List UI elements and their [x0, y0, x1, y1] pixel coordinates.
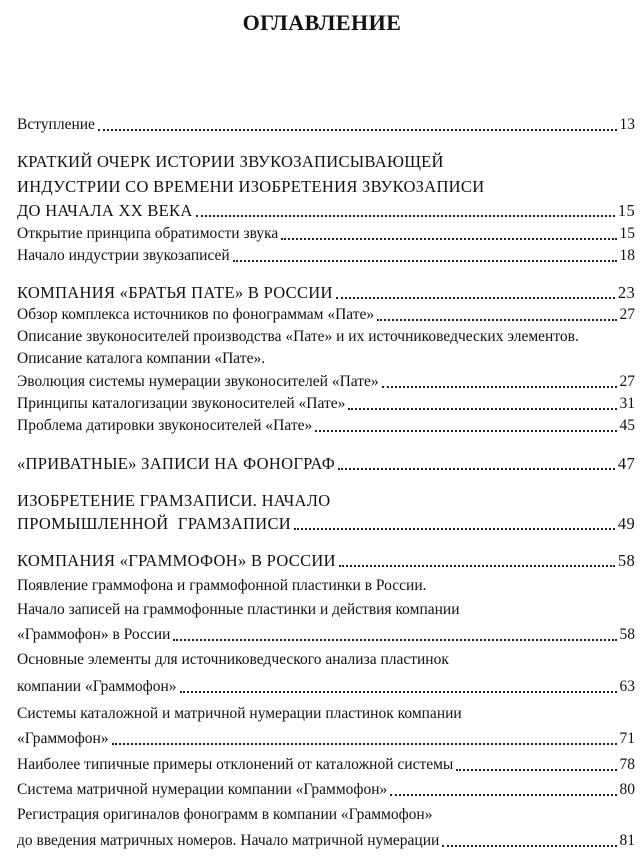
toc-label: Принципы каталогизации звуконосителей «Пате»: [17, 395, 346, 412]
toc-row: [17, 803, 635, 825]
toc-row: [17, 452, 635, 474]
toc-section-label: ДО НАЧАЛА XX ВЕКА: [17, 201, 193, 220]
page-number: 80: [619, 781, 635, 798]
toc-row: [17, 113, 635, 135]
toc-row: [17, 370, 635, 392]
toc-row: [17, 489, 635, 511]
dot-leader: [294, 528, 615, 530]
toc-section-label: «ПРИВАТНЫЕ» ЗАПИСИ НА ФОНОГРАФ: [17, 454, 336, 473]
dot-leader: [442, 845, 616, 847]
toc-label: до введения матричных номеров. Начало матричной нумерации: [17, 832, 440, 849]
toc-label: Наиболее типичные примеры отклонений от каталожной системы: [17, 756, 454, 773]
dot-leader: [315, 430, 616, 432]
toc-section-label: ИНДУСТРИИ СО ВРЕМЕНИ ИЗОБРЕТЕНИЯ ЗВУКОЗАПИСИ: [17, 177, 485, 196]
toc-row: [17, 175, 635, 197]
toc-row: [17, 648, 635, 670]
toc-section-label: КОМПАНИЯ «ГРАММОФОН» В РОССИИ: [17, 551, 336, 570]
page-number: 78: [619, 756, 635, 773]
toc-label: Открытие принципа обратимости звука: [17, 225, 279, 242]
toc-section-label: КОМПАНИЯ «БРАТЬЯ ПАТЕ» В РОССИИ: [17, 283, 333, 302]
page-number: 49: [617, 514, 635, 533]
toc-label: Обзор комплекса источников по фонограммам «Пате»: [17, 306, 375, 323]
page-number: 15: [617, 201, 635, 220]
toc-section-label: КРАТКИЙ ОЧЕРК ИСТОРИИ ЗВУКОЗАПИСЫВАЮЩЕЙ: [17, 152, 444, 171]
dot-leader: [196, 215, 615, 217]
toc-row: [17, 303, 635, 325]
toc-label: Начало записей на граммофонные пластинки и действия компании: [17, 601, 460, 618]
toc-row: [17, 574, 635, 596]
toc-row: [17, 598, 635, 620]
page-number: 81: [619, 832, 635, 849]
toc-row: [17, 778, 635, 800]
toc-label: «Граммофон»: [17, 730, 109, 747]
toc-row: [17, 347, 635, 369]
toc-section-label: ИЗОБРЕТЕНИЕ ГРАМЗАПИСИ. НАЧАЛО: [17, 491, 331, 510]
page-number: 23: [617, 283, 635, 302]
dot-leader: [348, 408, 616, 410]
dot-leader: [112, 743, 617, 745]
toc-label: Регистрация оригиналов фонограмм в компании «Граммофон»: [17, 806, 433, 823]
toc-row: [17, 623, 635, 645]
dot-leader: [377, 319, 616, 321]
dot-leader: [382, 386, 617, 388]
toc-row: [17, 199, 635, 221]
toc-label: Начало индустрии звукозаписей: [17, 247, 230, 264]
toc-label: Системы каталожной и матричной нумерации пластинок компании: [17, 705, 462, 722]
toc-row: [17, 281, 635, 303]
toc-label: Основные элементы для источниковедческого анализа пластинок: [17, 651, 449, 668]
page-number: 15: [619, 225, 635, 242]
toc-label: Эволюция системы нумерации звуконосителей «Пате»: [17, 373, 379, 390]
toc-label: Система матричной нумерации компании «Граммофон»: [17, 781, 388, 798]
dot-leader: [336, 297, 615, 299]
toc-row: [17, 549, 635, 571]
toc-row: [17, 325, 635, 347]
toc-label: Вступление: [17, 116, 95, 133]
page-number: 63: [619, 678, 635, 695]
page-number: 18: [619, 247, 635, 264]
dot-leader: [98, 129, 617, 131]
toc-row: [17, 753, 635, 775]
page-number: 27: [619, 373, 635, 390]
dot-leader: [180, 691, 617, 693]
toc-row: [17, 512, 635, 534]
page-number: 71: [619, 730, 635, 747]
toc-row: [17, 222, 635, 244]
toc-row: [17, 727, 635, 749]
toc-label: компании «Граммофон»: [17, 678, 177, 695]
toc-row: [17, 150, 635, 172]
dot-leader: [456, 769, 616, 771]
toc-label: Описание каталога компании «Пате».: [17, 350, 266, 367]
toc-row: [17, 675, 635, 697]
dot-leader: [339, 565, 615, 567]
dot-leader: [173, 639, 616, 641]
dot-leader: [338, 468, 615, 470]
dot-leader: [233, 260, 617, 262]
toc-label: Описание звуконосителей производства «Пате» и их источниковедческих элементов.: [17, 328, 579, 345]
toc-section-label: ПРОМЫШЛЕННОЙ ГРАМЗАПИСИ: [17, 514, 291, 533]
toc-row: [17, 244, 635, 266]
page-number: 58: [617, 551, 635, 570]
page-number: 27: [619, 306, 635, 323]
toc-row: [17, 829, 635, 851]
page-title: ОГЛАВЛЕНИЕ: [242, 10, 402, 35]
toc-row: [17, 392, 635, 414]
toc-row: [17, 702, 635, 724]
page-number: 45: [619, 417, 635, 434]
page-number: 13: [619, 116, 635, 133]
toc-row: [17, 414, 635, 436]
page-number: 47: [617, 454, 635, 473]
toc-label: Проблема датировки звуконосителей «Пате»: [17, 417, 313, 434]
page-number: 31: [619, 395, 635, 412]
page-number: 58: [619, 626, 635, 643]
dot-leader: [390, 794, 616, 796]
dot-leader: [281, 238, 616, 240]
toc-label: «Граммофон» в России: [17, 626, 171, 643]
toc-label: Появление граммофона и граммофонной пластинки в России.: [17, 577, 427, 594]
